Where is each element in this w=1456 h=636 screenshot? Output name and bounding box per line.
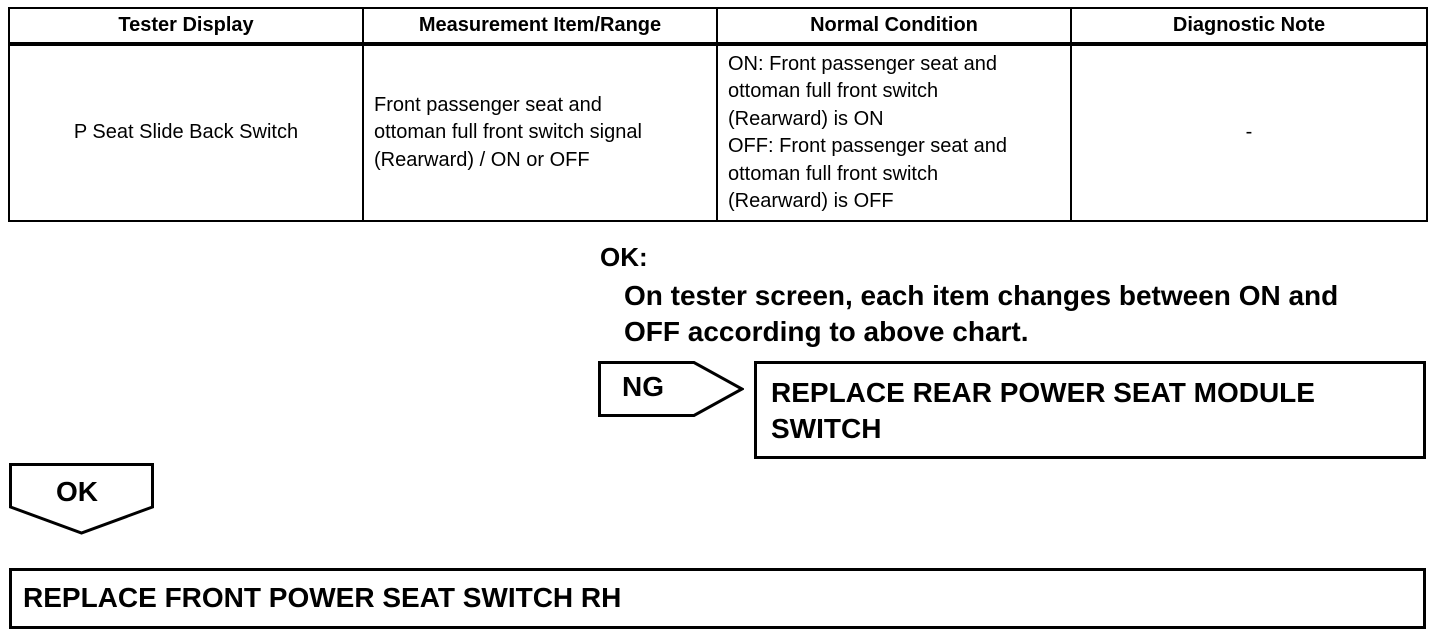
cell-tester-display: P Seat Slide Back Switch <box>9 44 363 221</box>
cell-normal-condition <box>717 44 1071 221</box>
ng-result-line: SWITCH <box>771 413 882 444</box>
table-header-row <box>9 8 1427 44</box>
ng-arrow-label: NG <box>622 371 664 402</box>
ng-arrow-icon <box>598 361 744 417</box>
header-diagnostic-note: Diagnostic Note <box>1071 8 1427 44</box>
ok-arrow-label: OK <box>56 476 98 507</box>
normal-line: ottoman full front switch <box>728 80 939 102</box>
cell-diagnostic-note: - <box>1071 44 1427 221</box>
cell-measurement-item <box>363 44 717 221</box>
ng-result-line: REPLACE REAR POWER SEAT MODULE <box>771 377 1315 408</box>
ok-result-text <box>624 278 1338 350</box>
ok-result-label: OK: <box>600 242 648 272</box>
ok-result-box <box>9 568 1426 629</box>
ok-result-box-text: REPLACE FRONT POWER SEAT SWITCH RH <box>23 582 622 613</box>
normal-line: OFF: Front passenger seat and <box>728 135 1008 157</box>
normal-line: ON: Front passenger seat and <box>728 52 998 75</box>
measurement-line: (Rearward) / ON or OFF <box>374 148 590 171</box>
ok-result-line: OFF according to above chart. <box>624 316 1029 347</box>
table-row <box>9 44 1427 221</box>
normal-line: ottoman full front switch <box>728 162 939 185</box>
measurement-line: ottoman full front switch signal <box>374 121 642 144</box>
header-tester-display: Tester Display <box>9 8 363 44</box>
normal-line: (Rearward) is OFF <box>728 190 894 212</box>
header-normal-condition: Normal Condition <box>717 8 1071 44</box>
normal-line: (Rearward) is ON <box>728 107 884 130</box>
ng-result-box <box>754 361 1426 459</box>
ok-result-line: On tester screen, each item changes between ON and <box>624 280 1339 311</box>
spec-table <box>8 7 1428 222</box>
ng-result-text <box>771 375 1315 447</box>
header-measurement-item: Measurement Item/Range <box>363 8 717 44</box>
measurement-line: Front passenger seat and <box>374 93 602 116</box>
